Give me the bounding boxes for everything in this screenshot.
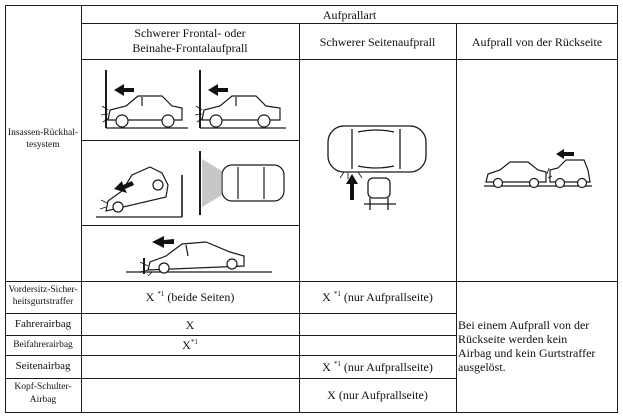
- row-sep-pretensioner: [5, 313, 456, 314]
- cell-pretensioner-front: X $^{*1}$ (beide Seiten): [145, 290, 235, 304]
- row-label-passenger-airbag: Beifahrerairbag: [13, 340, 73, 350]
- row-label-curtain-airbag-line1: Kopf-Schulter-: [14, 382, 72, 392]
- col-sep-3: [456, 23, 457, 413]
- car-side-impact-topdown-illustration: [322, 118, 434, 218]
- row-label-pretensioner-line1: Vordersitz-Sicher-: [8, 285, 78, 295]
- row-label-curtain-airbag-line2: Airbag: [29, 395, 57, 405]
- cell-driver-front: X: [185, 318, 195, 332]
- img-sep-1: [81, 140, 299, 141]
- img-sep-2: [81, 225, 299, 226]
- header-group-label: Aufprallart: [322, 8, 377, 22]
- row-label-side-airbag: Seitenairbag: [15, 360, 71, 372]
- header-sep-2: [81, 59, 618, 60]
- row-label-system-line1: Insassen-Rückhal-: [7, 128, 79, 138]
- row-label-driver-airbag: Fahrerairbag: [14, 318, 72, 330]
- row-sep-passenger: [5, 355, 456, 356]
- car-frontal-impact-illustration: [100, 66, 290, 132]
- cell-side-side: X $^{*1}$ (nur Aufprallseite): [322, 360, 433, 374]
- cell-curtain-side: X (nur Aufprallseite): [327, 388, 428, 402]
- header-sep-1: [81, 23, 618, 24]
- row-label-pretensioner-line2: heitsgurtstraffer: [12, 297, 74, 307]
- border-right: [617, 5, 618, 413]
- cell-pretensioner-side: X $^{*1}$ (nur Aufprallseite): [322, 290, 433, 304]
- cell-rear-note-line4: ausgelöst.: [458, 360, 506, 374]
- cell-rear-note-line3: Airbag und kein Gurtstraffer: [458, 346, 596, 360]
- cell-rear-note-line1: Bei einem Aufprall von der: [458, 318, 590, 332]
- header-col2: Schwerer Seitenaufprall: [319, 35, 436, 49]
- row-sep-driver: [5, 335, 456, 336]
- cell-rear-note-line2: Rückseite werden kein: [458, 332, 568, 346]
- header-col1-line2: Beinahe-Frontalaufprall: [132, 41, 248, 55]
- border-left: [5, 5, 6, 413]
- car-offset-impact-illustration: [92, 145, 292, 221]
- header-col1-line1: Schwerer Frontal- oder: [134, 26, 246, 40]
- car-rear-impact-illustration: [482, 148, 594, 192]
- row-sep-side: [5, 378, 456, 379]
- car-underride-impact-illustration: [122, 230, 282, 276]
- header-col3: Aufprall von der Rückseite: [471, 35, 603, 49]
- cell-passenger-front: $X^{*1}$: [182, 338, 198, 352]
- border-bottom: [5, 412, 618, 413]
- row-sep-illustrations: [5, 281, 618, 282]
- row-label-system-line2: tesystem: [26, 140, 60, 150]
- border-top: [5, 5, 618, 6]
